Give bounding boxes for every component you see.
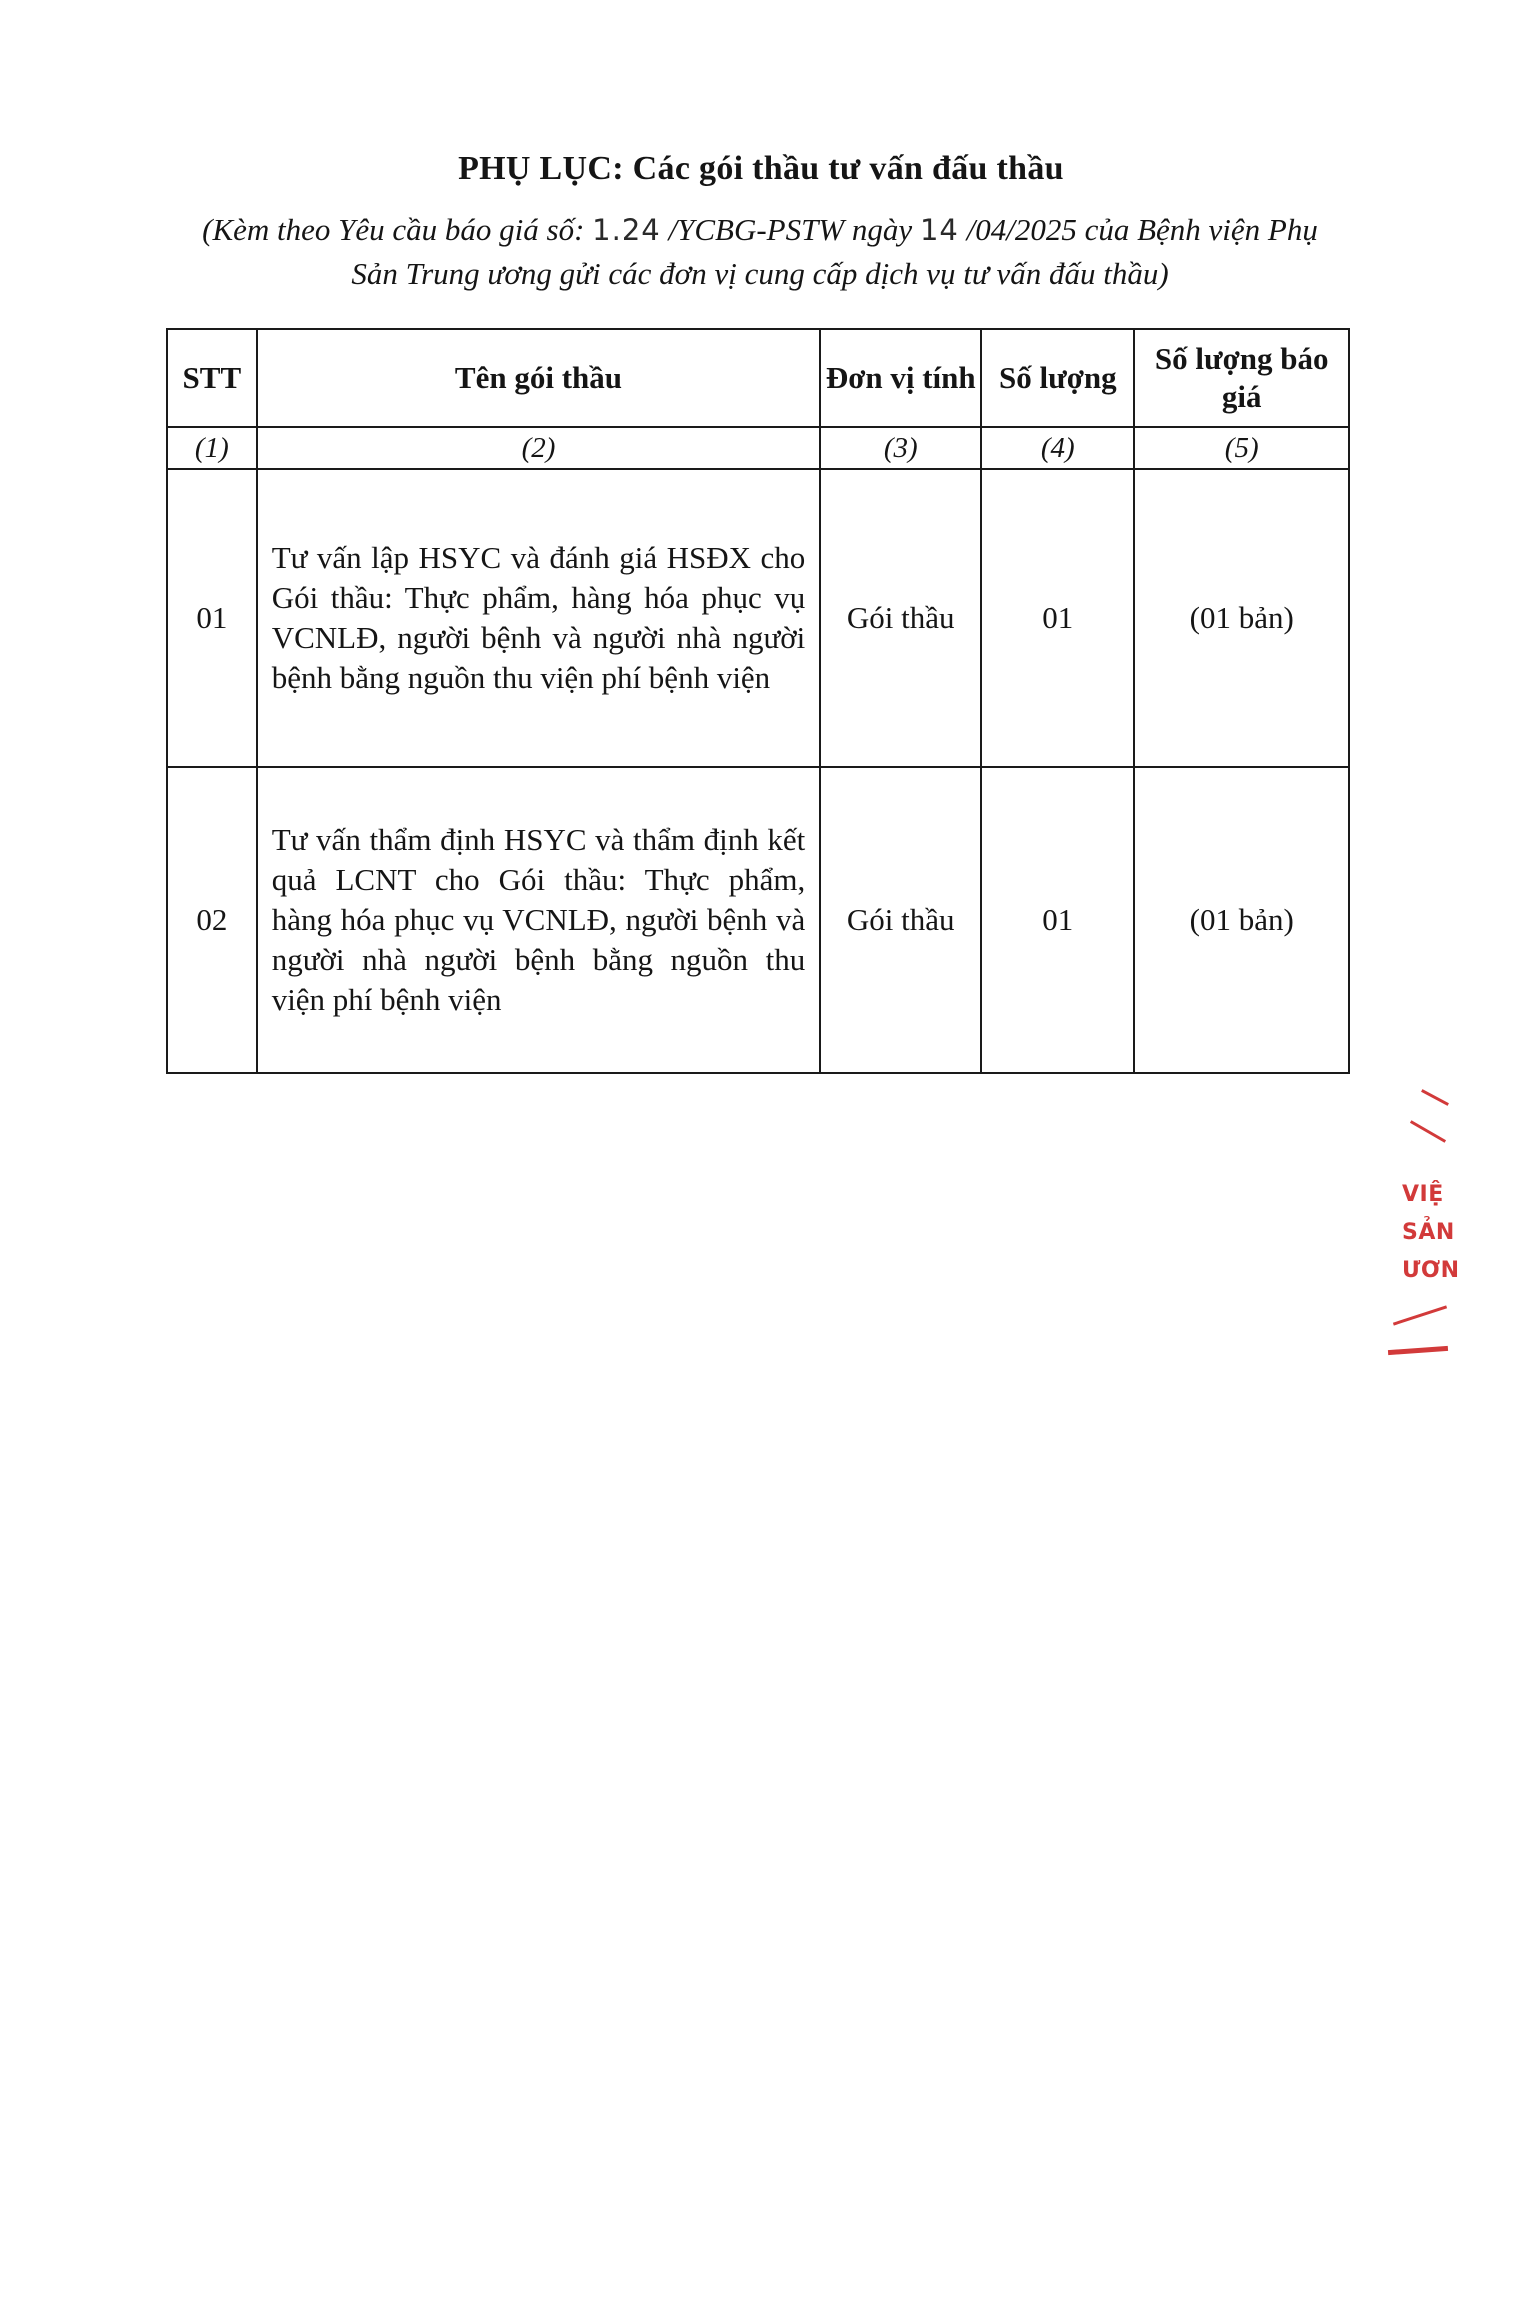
header-unit: Đơn vị tính xyxy=(820,329,981,427)
subtitle-text: (Kèm theo Yêu cầu báo giá số: xyxy=(202,212,593,247)
row-unit: Gói thầu xyxy=(820,767,981,1073)
stamp-line xyxy=(1421,1089,1449,1106)
stamp-text: ƯƠN xyxy=(1402,1258,1460,1283)
stamp-text: SẢN xyxy=(1402,1220,1455,1245)
row-unit: Gói thầu xyxy=(820,469,981,767)
header-quote-quantity: Số lượng báo giá xyxy=(1134,329,1349,427)
row-quantity: 01 xyxy=(981,469,1134,767)
row-quote-quantity: (01 bản) xyxy=(1134,767,1349,1073)
red-stamp-fragment xyxy=(1378,1090,1460,1360)
subtitle xyxy=(190,208,1330,296)
stamp-line xyxy=(1388,1346,1448,1355)
subtitle-text: /04/2025 của Bệnh viện Phụ Sản Trung ương gửi các đơn vị cung cấp dịch vụ tư vấn đấu thầu) xyxy=(351,212,1318,291)
row-quantity: 01 xyxy=(981,767,1134,1073)
table-row xyxy=(167,469,1349,767)
row-package-name: Tư vấn lập HSYC và đánh giá HSĐX cho Gói thầu: Thực phẩm, hàng hóa phục vụ VCNLĐ, người bệnh và người nhà người bệnh bằng nguồn thu viện phí bệnh viện xyxy=(257,469,821,767)
row-stt: 01 xyxy=(167,469,257,767)
column-index: (2) xyxy=(257,427,821,469)
header-quantity: Số lượng xyxy=(981,329,1134,427)
table-header-row xyxy=(167,329,1349,427)
stamp-line xyxy=(1393,1305,1447,1325)
page-title: PHỤ LỤC: Các gói thầu tư vấn đấu thầu xyxy=(458,150,1064,187)
handwritten-number: 1.24 xyxy=(592,213,661,247)
row-stt: 02 xyxy=(167,767,257,1073)
stamp-line xyxy=(1410,1120,1446,1143)
column-index: (5) xyxy=(1134,427,1349,469)
stamp-text: VIỆ xyxy=(1402,1182,1444,1207)
header-package-name: Tên gói thầu xyxy=(257,329,821,427)
handwritten-day: 14 xyxy=(919,213,959,247)
column-index: (3) xyxy=(820,427,981,469)
column-index-row xyxy=(167,427,1349,469)
row-quote-quantity: (01 bản) xyxy=(1134,469,1349,767)
header-stt: STT xyxy=(167,329,257,427)
package-table xyxy=(166,328,1350,1074)
column-index: (1) xyxy=(167,427,257,469)
column-index: (4) xyxy=(981,427,1134,469)
row-package-name: Tư vấn thẩm định HSYC và thẩm định kết quả LCNT cho Gói thầu: Thực phẩm, hàng hóa phục vụ VCNLĐ, người bệnh và người nhà người bệnh bằng nguồn thu viện phí bệnh viện xyxy=(257,767,821,1073)
subtitle-text: /YCBG-PSTW ngày xyxy=(660,212,920,247)
table-row xyxy=(167,767,1349,1073)
